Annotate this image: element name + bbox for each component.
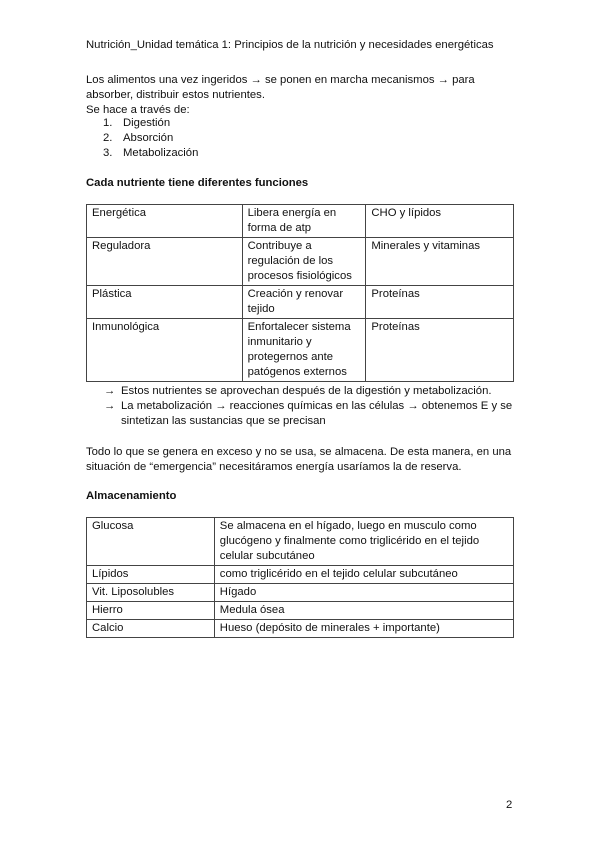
intro-paragraph <box>86 73 516 118</box>
intro-line: Los alimentos una vez ingeridos → se ponen en marcha mecanismos → para <box>86 74 475 86</box>
table-row <box>87 566 514 584</box>
list-text: La metabolización → reacciones químicas en las células → obtenemos E y se sintetizan las sustancias que se precisan <box>121 400 513 427</box>
table-cell: Lípidos <box>87 566 215 584</box>
table-cell: Contribuye a regulación de los procesos fisiológicos <box>242 238 366 286</box>
table-cell: como triglicérido en el tejido celular subcutáneo <box>214 566 513 584</box>
list-label: Metabolización <box>123 147 199 159</box>
table-cell: Vit. Liposolubles <box>87 584 215 602</box>
table-cell: Glucosa <box>87 518 215 566</box>
list-item <box>104 399 516 429</box>
table-cell: Medula ósea <box>214 602 513 620</box>
table-cell: Se almacena en el hígado, luego en musculo como glucógeno y finalmente como triglicérido en el tejido celular subcutáneo <box>214 518 513 566</box>
table-cell: Minerales y vitaminas <box>366 238 514 286</box>
table-row <box>87 238 514 286</box>
page-header: Nutrición_Unidad temática 1: Principios de la nutrición y necesidades energéticas <box>86 39 494 51</box>
list-number: 2. <box>103 132 113 144</box>
page-number: 2 <box>506 799 513 811</box>
intro-line: Se hace a través de: <box>86 104 190 116</box>
table-row <box>87 286 514 319</box>
table-cell: Creación y renovar tejido <box>242 286 366 319</box>
table-cell: Hierro <box>87 602 215 620</box>
arrow-right-icon: → <box>104 385 116 397</box>
table-row <box>87 602 514 620</box>
table-cell: Reguladora <box>87 238 243 286</box>
table-row <box>87 319 514 382</box>
table-cell: Proteínas <box>366 319 514 382</box>
table-row <box>87 584 514 602</box>
reserve-paragraph: Todo lo que se genera en exceso y no se usa, se almacena. De esta manera, en una situación de “emergencia” necesitáramos energía usaríamos la de reserva. <box>86 446 512 473</box>
functions-table <box>86 204 514 382</box>
table-row <box>87 518 514 566</box>
table-cell: Energética <box>87 205 243 238</box>
intro-line: absorber, distribuir estos nutrientes. <box>86 89 265 101</box>
table-cell: Hueso (depósito de minerales + importante) <box>214 620 513 638</box>
list-item <box>104 384 516 399</box>
table-cell: Plástica <box>87 286 243 319</box>
list-item <box>86 116 198 131</box>
steps-list <box>86 116 198 161</box>
storage-table <box>86 517 514 638</box>
table-cell: Calcio <box>87 620 215 638</box>
table-cell: Hígado <box>214 584 513 602</box>
storage-heading: Almacenamiento <box>86 490 177 502</box>
arrow-list <box>104 384 516 429</box>
list-label: Absorción <box>123 132 174 144</box>
list-number: 1. <box>103 117 113 129</box>
table-cell: Enfortalecer sistema inmunitario y protegernos ante patógenos externos <box>242 319 366 382</box>
table-cell: Inmunológica <box>87 319 243 382</box>
table-cell: Libera energía en forma de atp <box>242 205 366 238</box>
arrow-right-icon: → <box>104 400 116 412</box>
list-label: Digestión <box>123 117 171 129</box>
list-number: 3. <box>103 147 113 159</box>
list-text: Estos nutrientes se aprovechan después de la digestión y metabolización. <box>121 385 492 397</box>
functions-heading: Cada nutriente tiene diferentes funciones <box>86 177 309 189</box>
list-item <box>86 131 198 146</box>
list-item <box>86 146 198 161</box>
table-cell: Proteínas <box>366 286 514 319</box>
table-row <box>87 205 514 238</box>
table-cell: CHO y lípidos <box>366 205 514 238</box>
table-row <box>87 620 514 638</box>
